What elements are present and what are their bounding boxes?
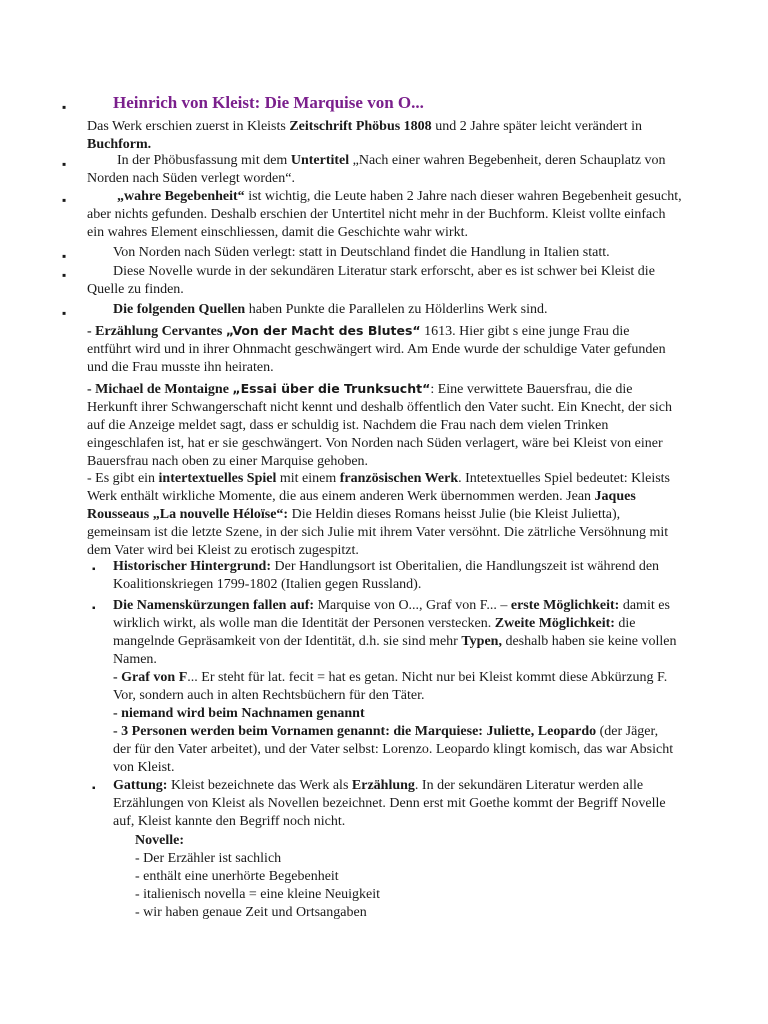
cervantes-paragraph: [87, 322, 677, 377]
bold-text: Buchform.: [87, 137, 152, 152]
bold-text: französischen Werk: [339, 471, 459, 486]
norden-item: Von Norden nach Süden verlegt: statt in Deutschland findet die Handlung in Italien statt.: [113, 245, 610, 260]
drei-personen-item: [113, 723, 678, 777]
text: (der Jäger, der für den Vater arbeitet), und der Vater selbst: Lorenzo. Leopardo klingt komisch, das war Absicht von Kleist.: [113, 724, 674, 775]
bold-text: - 3 Personen werden beim Vornamen genannt: die Marquiese: Juliette, Leopardo: [113, 724, 597, 739]
text: Die Heldin dieses Romans heisst Julie (bie Kleist Julietta), gemeinsam ist die letzte Szene, in der sich Julie mit ihrem Vater versöhnt. Die zätrliche Versöhnung mit dem Vater wird bei Kleist zu erotisch zugespitzt.: [87, 507, 669, 558]
text: . Intetextuelles Spiel bedeutet: Kleists Werk enthält wirkliche Momente, die aus einem anderen Werk übernommen werden. Jean: [87, 471, 671, 504]
bullet-marker: ▪: [92, 783, 96, 794]
bold-text: Untertitel: [290, 153, 350, 168]
intro-paragraph: [87, 118, 687, 154]
text: In der Phöbusfassung mit dem: [117, 153, 291, 168]
text: deshalb haben sie keine vollen Namen.: [113, 634, 677, 667]
list-item: - enthält eine unerhörte Begebenheit: [135, 869, 339, 884]
namen-item: [113, 597, 678, 669]
list-item: - wir haben genaue Zeit und Ortsangaben: [135, 905, 367, 920]
bold-text: Gattung:: [113, 778, 168, 793]
text: damit es wirklich wirkt, als wolle man die Identität der Personen verstecken.: [113, 598, 670, 631]
bullet-marker: ▪: [62, 157, 67, 171]
text: und 2 Jahre später leicht verändert in: [431, 119, 642, 134]
bullet-marker: ▪: [92, 603, 96, 614]
gattung-item: [113, 777, 678, 831]
list-item: - Der Erzähler ist sachlich: [135, 851, 282, 866]
text: Kleist bezeichnete das Werk als: [167, 778, 352, 793]
bold-text: Jaques Rousseaus „La nouvelle Héloïse“:: [87, 489, 636, 522]
text: mit einem: [276, 471, 340, 486]
bold-text: - Graf von F: [113, 670, 188, 685]
text: : Eine verwittete Bauersfrau, die die Herkunft ihrer Schwangerschaft nicht kennt und deshalb öffentlich den Vater sucht. Ein Knecht, der sich auf die Anzeige meldet sagt, dass er schuldig ist. Nachdem die Frau nach dem vielen Trinken eingeschlafen ist, hat er sie geschwängert. Von Norden nach Süden verlagert, wäre bei Kleist von einer Bauersfrau nach oben zu einer Marquise gehoben.: [87, 382, 672, 469]
sans-bold-text: „Essai über die Trunksucht“: [232, 381, 431, 396]
graf-item: [113, 669, 678, 705]
document-title: Heinrich von Kleist: Die Marquise von O...: [113, 93, 424, 112]
bullet-marker: ▪: [62, 268, 67, 282]
niemand-item: [113, 705, 678, 723]
bullet-marker: ▪: [62, 249, 67, 263]
bold-text: „wahre Begebenheit“: [117, 189, 245, 204]
bold-text: - Erzählung Cervantes: [87, 324, 226, 339]
bullet-marker: ▪: [62, 100, 67, 114]
text: 1613. Hier gibt s eine junge Frau die entführt wird und in ihrer Ohnmacht geschwängert wird. Am Ende wurde der schuldige Vater gefunden und die Frau musste ihn heiraten.: [87, 324, 666, 375]
text: Marquise von O..., Graf von F... –: [314, 598, 511, 613]
bold-text: - Michael de Montaigne: [87, 382, 233, 397]
text: Das Werk erschien zuerst in Kleists: [87, 119, 290, 134]
bold-text: Historischer Hintergrund:: [113, 559, 272, 574]
bold-text: erste Möglichkeit:: [510, 598, 620, 613]
bold-text: intertextuelles Spiel: [158, 471, 277, 486]
quellen-item: [113, 301, 693, 319]
list-item: - italienisch novella = eine kleine Neuigkeit: [135, 887, 381, 902]
text: ... Er steht für lat. fecit = hat es getan. Nicht nur bei Kleist kommt diese Abkürzung F. Vor, sondern auch in alten Rechtsbüchern für den Täter.: [113, 670, 668, 703]
hintergrund-item: [113, 558, 678, 594]
novelle-heading: [135, 832, 184, 850]
bold-text: Die folgenden Quellen: [113, 302, 246, 317]
wahre-begebenheit-item: [87, 188, 685, 242]
text: ist wichtig, die Leute haben 2 Jahre nach dieser wahren Begebenheit gesucht, aber nichts gefunden. Deshalb erschien der Untertitel nicht mehr in der Buchform. Kleist vollte einfach ein wahres Element einschliessen, damit die Geschichte wahr wirkt.: [87, 189, 682, 240]
sans-bold-text: „Von der Macht des Blutes“: [225, 323, 421, 338]
bold-text: Novelle:: [135, 833, 184, 848]
montaigne-paragraph: [87, 380, 677, 471]
bullet-marker: ▪: [62, 193, 67, 207]
bullet-marker: ▪: [62, 306, 67, 320]
untertitel-item: [87, 152, 667, 188]
rousseau-paragraph: [87, 470, 677, 560]
text: die mangelnde Gepräsamkeit von der Identität, d.h. sie sind mehr: [113, 616, 636, 649]
text: haben Punkte die Parallelen zu Hölderlins Werk sind.: [245, 302, 548, 317]
text: . In der sekundären Literatur werden alle Erzählungen von Kleist als Novellen bezeichnet. Denn erst mit Goethe kommt der Begriff Novelle auf, Kleist kannte den Begriff noch nicht.: [113, 778, 666, 829]
bold-text: Typen,: [461, 634, 502, 649]
text: „Nach einer wahren Begebenheit, deren Schauplatz von Norden nach Süden verlegt worden“.: [87, 153, 666, 186]
bold-text: Zweite Möglichkeit:: [494, 616, 615, 631]
bullet-marker: ▪: [92, 564, 96, 575]
bold-text: Zeitschrift Phöbus 1808: [289, 119, 432, 134]
bold-text: Erzählung: [351, 778, 415, 793]
bold-text: Die Namenskürzungen fallen auf:: [113, 598, 315, 613]
text: - Es gibt ein: [87, 471, 159, 486]
novelle-forschung-item: Diese Novelle wurde in der sekundären Literatur stark erforscht, aber es ist schwer bei Kleist die Quelle zu finden.: [87, 264, 655, 297]
bold-text: - niemand wird beim Nachnamen genannt: [113, 706, 365, 721]
text: Der Handlungsort ist Oberitalien, die Handlungszeit ist während den Koalitionskriegen 1799-1802 (Italien gegen Russland).: [113, 559, 660, 592]
